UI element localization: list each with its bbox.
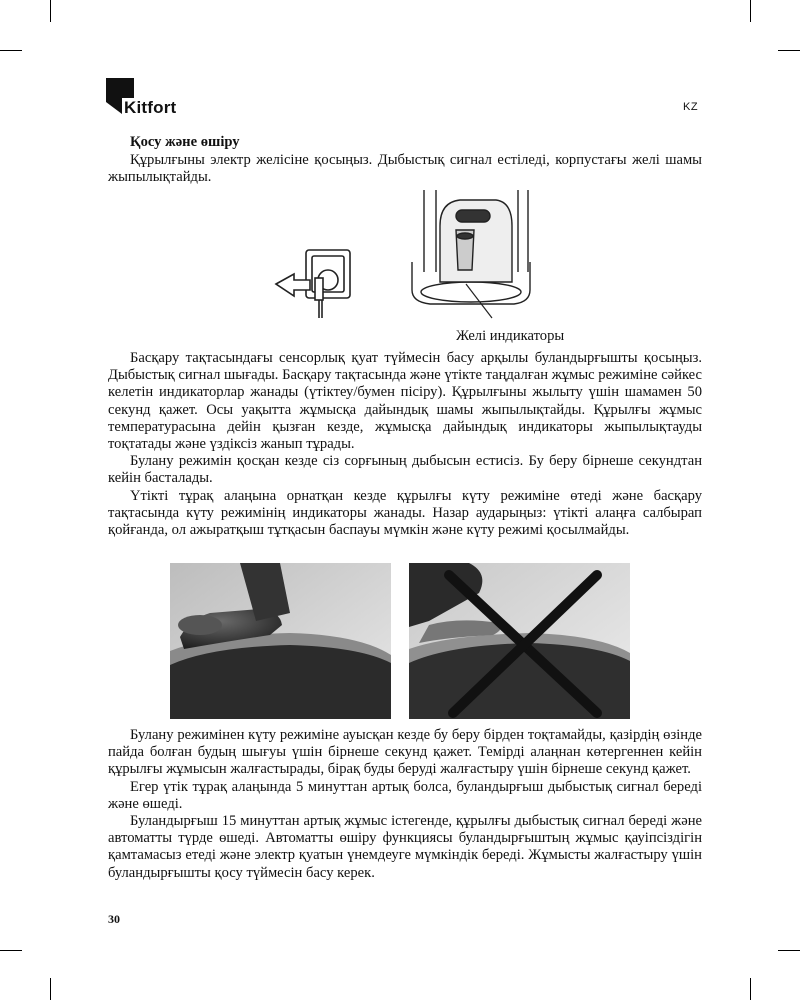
- language-code: KZ: [683, 101, 699, 113]
- paragraph-5: Булану режимінен күту режиміне ауысқан кезде бу беру бірден тоқтамайды, қазірдің өзінде пайда болған будың шығуы үшін бірнеше секунд қажет. Темірді алаңнан көтергеннен кейін құрылғы жұмысын жалғастырады, бірақ буды беруді жалғастыру үшін бірнеше секунд қажет.: [108, 727, 702, 778]
- crop-mark: [778, 50, 800, 51]
- paragraph-4: Үтікті тұрақ алаңына орнатқан кезде құрылғы күту режиміне өтеді және басқару тақтасында күту режимінің индикаторы жанады. Назар аударыңыз: үтікті алаңға салбырап қойғанда, ол ажыратқыш тұтқасын баспауы мүмкін және күту режимі қосылмайды.: [108, 487, 702, 539]
- iron-on-stand-correct-photo: [170, 563, 391, 719]
- iron-on-stand-incorrect-photo: [409, 563, 630, 719]
- figure-label: Желі индикаторы: [456, 328, 565, 344]
- section-heading: Қосу және өшіру: [130, 134, 240, 150]
- text-block-3: [108, 727, 702, 882]
- socket-plug-icon: [276, 250, 350, 318]
- crop-mark: [0, 950, 22, 951]
- paragraph-3: Булану режимін қосқан кезде сіз сорғының дыбысын естисіз. Бу беру бірнеше секундтан кейін басталады.: [108, 453, 702, 487]
- paragraph-1: Құрылғыны электр желісіне қосыңыз. Дыбыстық сигнал естіледі, корпустағы желі шамы жыпылықтайды.: [108, 152, 702, 186]
- text-block-1: [108, 152, 702, 186]
- page-number: 30: [108, 912, 120, 926]
- crop-mark: [50, 978, 51, 1000]
- text-block-2: [108, 350, 702, 539]
- crop-mark: [750, 978, 751, 1000]
- power-indicator-illustration: [260, 190, 560, 350]
- paragraph-2: Басқару тақтасындағы сенсорлық қуат түймесін басу арқылы буландырғышты қосыңыз. Дыбыстық сигнал шығады. Басқару тақтасында және үтікте таңдалған жұмыс режиміне сәйкес келетін индикаторлар жанады (үтіктеу/бумен пісіру). Құрылғыны жылыту үшін шамамен 50 секунд қажет. Осы уақытта жұмысқа дайындық шамы жыпылықтайды. Құрылғы жұмыс температурасына дейін қызған кезде, жұмысқа дайындық индикаторы жыпылықтауды тоқтатады және үздіксіз жанып тұрады.: [108, 350, 702, 453]
- crop-mark: [50, 0, 51, 22]
- crop-mark: [0, 50, 22, 51]
- paragraph-6: Егер үтік тұрақ алаңында 5 минуттан артық болса, буландырғыш дыбыстық сигнал береді және өшеді.: [108, 778, 702, 812]
- paragraph-7: Буландырғыш 15 минуттан артық жұмыс істегенде, құрылғы дыбыстық сигнал береді және автоматты түрде өшеді. Автоматты өшіру функциясы буландырғыштың жұмыс қауіпсіздігін қамтамасыз етеді және электр қуатын үнемдеуге мүмкіндік береді. Жұмысты жалғастыру үшін буландырғышты қосу түймесін басу керек.: [108, 813, 702, 881]
- brand-name: Kitfort: [124, 98, 177, 117]
- steamer-base-icon: [412, 190, 530, 304]
- crop-mark: [750, 0, 751, 22]
- crop-mark: [778, 950, 800, 951]
